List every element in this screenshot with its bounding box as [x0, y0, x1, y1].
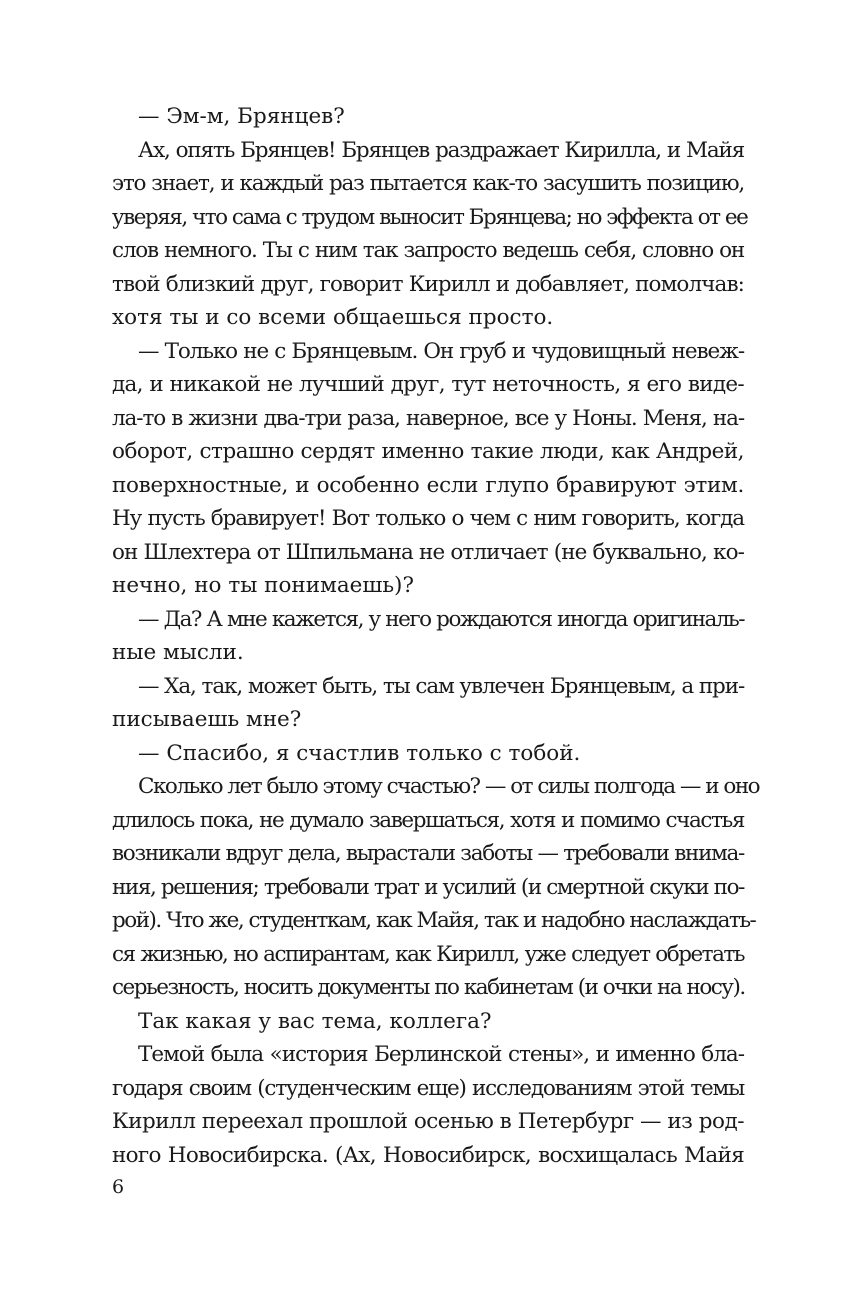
text-line: Темой была «история Берлинской стены», и именно бла-: [138, 1042, 744, 1067]
text-line: длилось пока, не думало завершаться, хотя и помимо счастья: [112, 807, 744, 833]
text-line: писываешь мне?: [112, 707, 302, 732]
text-line: Ну пусть бравирует! Вот только о чем с ним говорить, когда: [112, 506, 744, 531]
text-line: ного Новосибирска. (Ах, Новосибирск, восхищалась Майя: [112, 1142, 744, 1168]
page-number: 6: [112, 1176, 125, 1198]
paragraph: [112, 737, 744, 771]
body-text: [112, 100, 760, 1172]
text-line: — Только не с Брянцевым. Он груб и чудовищный невеж-: [138, 338, 744, 364]
text-line: Ах, опять Брянцев! Брянцев раздражает Кирилла, и Майя: [138, 137, 744, 163]
text-line: — Спасибо, я счастлив только с тобой.: [138, 740, 581, 766]
text-line: ла-то в жизни два-три раза, наверное, все у Ноны. Меня, на-: [112, 405, 744, 431]
paragraph: [112, 100, 744, 134]
paragraph: [112, 770, 760, 1005]
text-line: — Да? А мне кажется, у него рождаются иногда оригиналь-: [138, 606, 744, 632]
paragraph: [112, 1005, 744, 1039]
text-line: Кирилл переехал прошлой осенью в Петербург — из род-: [112, 1109, 744, 1134]
paragraph: [112, 335, 744, 603]
text-line: нечно, но ты понимаешь)?: [112, 573, 414, 598]
text-line: твой близкий друг, говорит Кирилл и добавляет, помолчав:: [112, 271, 744, 297]
text-line: годаря своим (студенческим еще) исследованиям этой темы: [112, 1075, 744, 1101]
text-line: Сколько лет было этому счастью? — от силы полгода — и оно: [138, 774, 760, 799]
paragraph: [112, 603, 744, 670]
text-line: это знает, и каждый раз пытается как-то засушить позицию,: [112, 171, 744, 196]
text-line: уверяя, что сама с трудом выносит Брянцева; но эффекта от ее: [112, 204, 748, 230]
text-line: — Эм-м, Брянцев?: [138, 104, 345, 129]
text-line: хотя ты и со всеми общаешься просто.: [112, 305, 554, 330]
text-line: возникали вдруг дела, вырастали заботы — требовали внима-: [112, 841, 744, 866]
paragraph: [112, 670, 744, 737]
text-line: ся жизнью, но аспирантам, как Кирилл, уже следует обретать: [112, 941, 744, 967]
text-line: Так какая у вас тема, коллега?: [138, 1008, 492, 1034]
text-line: ные мысли.: [112, 640, 244, 665]
paragraph: [112, 1038, 744, 1172]
text-line: слов немного. Ты с ним так запросто ведешь себя, словно он: [112, 238, 744, 263]
text-line: он Шлехтера от Шпильмана не отличает (не буквально, ко-: [112, 539, 744, 565]
text-line: оборот, страшно сердят именно такие люди, как Андрей,: [112, 439, 744, 464]
text-line: серьезность, носить документы по кабинетам (и очки на носу).: [112, 975, 745, 1000]
paragraph: [112, 134, 748, 335]
text-line: ния, решения; требовали трат и усилий (и смертной скуки по-: [112, 874, 744, 900]
text-line: рой). Что же, студенткам, как Майя, так и надобно наслаждать-: [112, 908, 756, 933]
text-line: поверхностные, и особенно если глупо бравируют этим.: [112, 472, 744, 498]
text-line: — Ха, так, может быть, ты сам увлечен Брянцевым, а при-: [138, 673, 745, 699]
text-line: да, и никакой не лучший друг, тут неточность, я его виде-: [112, 372, 744, 397]
